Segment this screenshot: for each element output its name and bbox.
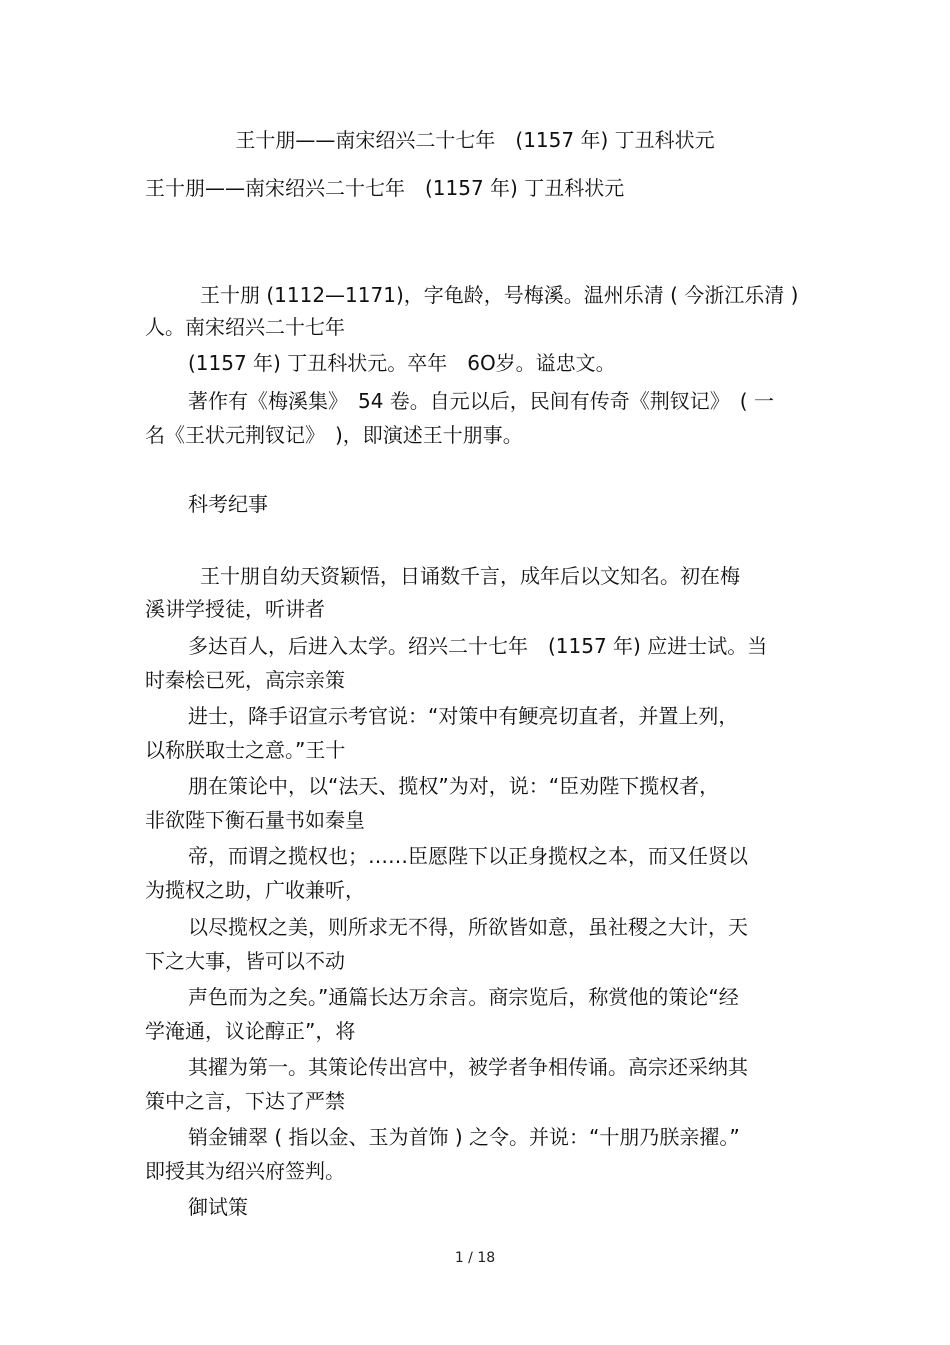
- paragraph-line: 帝，而谓之揽权也；……臣愿陛下以正身揽权之本，而又任贤以: [188, 844, 748, 868]
- paragraph-line: 王十朋自幼天资颖悟，日诵数千言，成年后以文知名。初在梅: [200, 564, 740, 588]
- page-number: 1 / 18: [454, 1250, 496, 1266]
- paragraph-line: (1157 年) 丁丑科状元。卒年 6O岁。谥忠文。: [188, 351, 616, 375]
- paragraph-line: 人。南宋绍兴二十七年: [145, 315, 345, 339]
- paragraph-line: 名《王状元荆钗记》 )，即演述王十朋事。: [145, 423, 523, 447]
- document-title-left: 王十朋——南宋绍兴二十七年 (1157 年) 丁丑科状元: [145, 176, 625, 200]
- paragraph-line: 其擢为第一。其策论传出宫中，被学者争相传诵。高宗还采纳其: [188, 1055, 748, 1079]
- paragraph-line: 著作有《梅溪集》 54 卷。自元以后，民间有传奇《荆钗记》 ( 一: [188, 389, 774, 413]
- section-heading: 科考纪事: [188, 492, 268, 516]
- paragraph-line: 策中之言，下达了严禁: [145, 1089, 345, 1113]
- paragraph-line: 多达百人，后进入太学。绍兴二十七年 (1157 年) 应进士试。当: [188, 634, 768, 658]
- paragraph-line: 进士，降手诏宣示考官说：“对策中有鲠亮切直者，并置上列，: [188, 704, 739, 728]
- paragraph-line: 溪讲学授徒，听讲者: [145, 597, 325, 621]
- paragraph-line: 为揽权之助，广收兼听，: [145, 878, 365, 902]
- paragraph-line: 以尽揽权之美，则所求无不得，所欲皆如意，虽社稷之大计，天: [188, 915, 748, 939]
- paragraph-line: 声色而为之矣。”通篇长达万余言。商宗览后，称赏他的策论“经: [188, 985, 739, 1009]
- paragraph-line: 朋在策论中，以“法天、揽权”为对，说：“臣劝陛下揽权者，: [188, 774, 720, 798]
- paragraph-line: 非欲陛下衡石量书如秦皇: [145, 808, 365, 832]
- paragraph-line: 销金铺翠 ( 指以金、玉为首饰 ) 之令。并说：“十朋乃朕亲擢。”: [188, 1125, 740, 1149]
- paragraph-line: 王十朋 (1112—1171)，字龟龄，号梅溪。温州乐清 ( 今浙江乐清 ): [200, 283, 799, 307]
- paragraph-line: 时秦桧已死，高宗亲策: [145, 668, 345, 692]
- paragraph-line: 下之大事，皆可以不动: [145, 949, 345, 973]
- section-heading: 御试策: [188, 1195, 248, 1219]
- paragraph-line: 以称朕取士之意。”王十: [145, 738, 346, 762]
- document-title-centered: 王十朋——南宋绍兴二十七年 (1157 年) 丁丑科状元: [235, 128, 715, 152]
- paragraph-line: 即授其为绍兴府签判。: [145, 1159, 345, 1183]
- paragraph-line: 学淹通，议论醇正”，将: [145, 1019, 356, 1043]
